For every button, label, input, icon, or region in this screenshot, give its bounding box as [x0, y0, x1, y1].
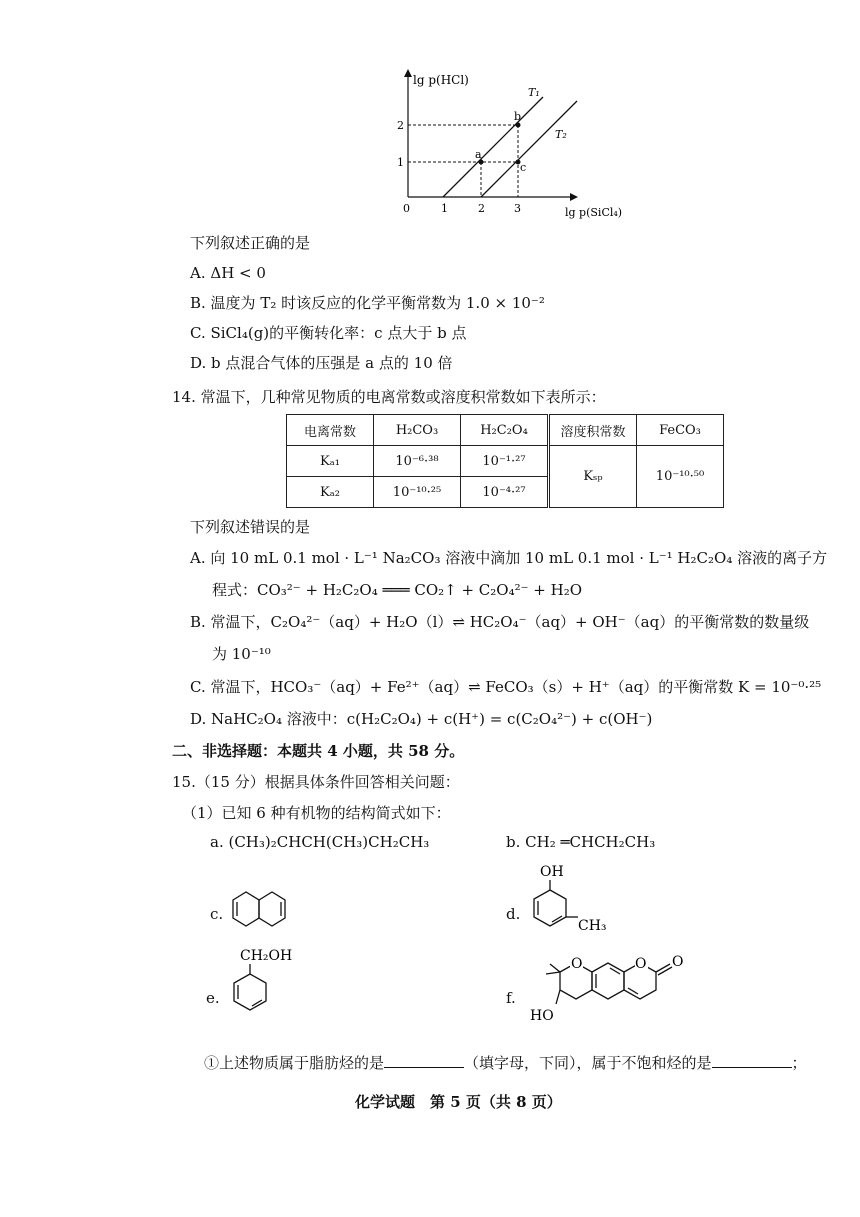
x-tick-3: 3 [514, 202, 521, 215]
compound-c-structure [228, 880, 298, 940]
d-ch3-label: CH₃ [578, 918, 607, 934]
q14-option-a-line2: 程式：CO₃²⁻ + H₂C₂O₄ ═══ CO₂↑ + C₂O₄²⁻ + H₂O [212, 581, 583, 599]
cell-ka1-h2c2o4: 10⁻¹·²⁷ [461, 446, 549, 477]
compound-f-structure [520, 950, 700, 1040]
x-tick-2: 2 [478, 202, 485, 215]
compound-d-label: d. [506, 905, 521, 923]
point-label-a: a [475, 148, 482, 161]
q1-part1: ①上述物质属于脂肪烃的是 [204, 1054, 385, 1072]
compound-d-structure [524, 858, 634, 940]
y-tick-2: 2 [397, 119, 404, 132]
cell-ksp-value: 10⁻¹⁰·⁵⁰ [637, 446, 724, 508]
point-label-c: c [520, 161, 527, 174]
compound-c-label: c. [210, 905, 224, 923]
q13-option-b: B. 温度为 T₂ 时该反应的化学平衡常数为 1.0 × 10⁻² [190, 294, 545, 312]
th-feco3: FeCO₃ [637, 415, 724, 446]
cell-ka1: Kₐ₁ [287, 446, 374, 477]
f-carbonyl-oxygen: O [672, 954, 684, 970]
th-h2co3: H₂CO₃ [374, 415, 461, 446]
q13-option-d: D. b 点混合气体的压强是 a 点的 10 倍 [190, 354, 453, 372]
th-ionization: 电离常数 [287, 415, 374, 446]
d-oh-label: OH [540, 864, 564, 880]
line-label-t2: T₂ [555, 128, 567, 141]
f-ring-oxygen-2: O [635, 956, 647, 972]
cell-ka2-h2c2o4: 10⁻⁴·²⁷ [461, 477, 549, 508]
compound-f-label: f. [506, 989, 516, 1007]
section-heading: 二、非选择题：本题共 4 小题，共 58 分。 [172, 742, 465, 760]
q14-option-d: D. NaHC₂O₄ 溶液中：c(H₂C₂O₄) + c(H⁺) = c(C₂O₄²⁻) + c(OH⁻) [190, 710, 653, 728]
compound-b: b. CH₂ ═CHCH₂CH₃ [506, 833, 656, 851]
q14-option-b-line2: 为 10⁻¹⁰ [212, 645, 271, 663]
compound-a: a. (CH₃)₂CHCH(CH₃)CH₂CH₃ [210, 833, 430, 851]
line-t1 [443, 97, 543, 197]
q15-stem: 15.（15 分）根据具体条件回答相关问题： [172, 773, 460, 791]
th-ksp: 溶度积常数 [549, 415, 637, 446]
f-ho-label: HO [530, 1008, 554, 1024]
compound-e-label: e. [206, 989, 220, 1007]
x-tick-1: 1 [441, 202, 448, 215]
y-tick-1: 1 [397, 156, 404, 169]
q1-end: ； [791, 1054, 807, 1072]
answer-blank-2[interactable] [712, 1053, 792, 1068]
e-ch2oh-label: CH₂OH [240, 948, 293, 964]
equilibrium-graph [395, 62, 623, 227]
x-axis-label: lg p(SiCl₄) [565, 206, 623, 219]
f-ring-oxygen-1: O [571, 956, 583, 972]
x-tick-0: 0 [403, 202, 410, 215]
q15-sub1: （1）已知 6 种有机物的结构简式如下： [182, 804, 451, 822]
q14-option-a-line1: A. 向 10 mL 0.1 mol · L⁻¹ Na₂CO₃ 溶液中滴加 10 mL 0.1 mol · L⁻¹ H₂C₂O₄ 溶液的离子方 [190, 549, 828, 567]
cell-ka2-h2co3: 10⁻¹⁰·²⁵ [374, 477, 461, 508]
point-b [516, 123, 521, 128]
cell-ka1-h2co3: 10⁻⁶·³⁸ [374, 446, 461, 477]
answer-blank-1[interactable] [384, 1053, 464, 1068]
q14-stem: 14. 常温下，几种常见物质的电离常数或溶度积常数如下表所示： [172, 388, 606, 406]
constants-table [286, 414, 724, 508]
q13-option-c: C. SiCl₄(g)的平衡转化率：c 点大于 b 点 [190, 324, 467, 342]
q13-prompt: 下列叙述正确的是 [190, 234, 311, 252]
y-axis-label: lg p(HCl) [413, 73, 469, 87]
page-footer: 化学试题 第 5 页（共 8 页） [355, 1093, 562, 1111]
compound-e-structure [226, 942, 316, 1022]
q13-option-a: A. ΔH < 0 [190, 264, 266, 282]
cell-ksp-label: Kₛₚ [549, 446, 637, 508]
point-label-b: b [514, 110, 522, 123]
line-label-t1: T₁ [528, 86, 540, 99]
q15-question-1 [204, 1053, 807, 1073]
line-t2 [481, 101, 577, 197]
cell-ka2: Kₐ₂ [287, 477, 374, 508]
th-h2c2o4: H₂C₂O₄ [461, 415, 549, 446]
q14-option-c: C. 常温下，HCO₃⁻（aq）+ Fe²⁺（aq）⇌ FeCO₃（s）+ H⁺（aq）的平衡常数 K = 10⁻⁰·²⁵ [190, 678, 822, 696]
q14-option-b-line1: B. 常温下，C₂O₄²⁻（aq）+ H₂O（l）⇌ HC₂O₄⁻（aq）+ OH⁻（aq）的平衡常数的数量级 [190, 613, 810, 631]
q14-prompt: 下列叙述错误的是 [190, 518, 311, 536]
q1-part2: （填字母，下同），属于不饱和烃的是 [464, 1054, 712, 1072]
